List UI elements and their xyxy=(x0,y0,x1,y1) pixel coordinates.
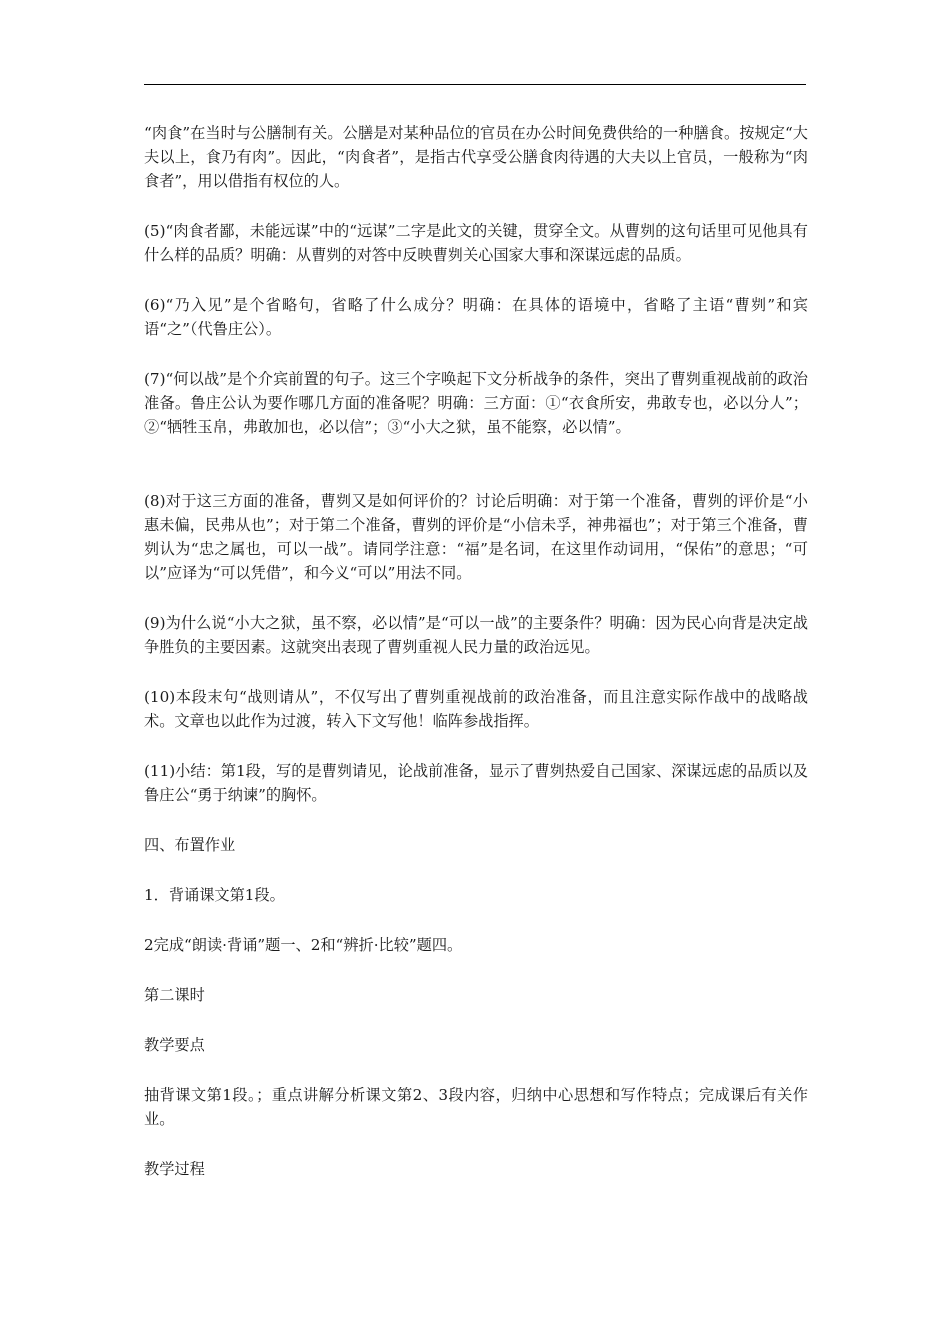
section-heading-homework: 四、布置作业 xyxy=(144,836,236,854)
teaching-points-text: 抽背课文第1段。；重点讲解分析课文第2、3段内容，归纳中心思想和写作特点；完成课后有关作业。 xyxy=(144,1086,808,1128)
teaching-process-heading: 教学过程 xyxy=(144,1160,205,1178)
document-body xyxy=(144,121,808,1207)
paragraph-question-9: (9)为什么说“小大之狱，虽不察，必以情”是“可以一战”的主要条件？明确：因为民心向背是决定战争胜负的主要因素。这就突出表现了曹刿重视人民力量的政治远见。 xyxy=(144,614,808,656)
paragraph-question-7: (7)“何以战”是个介宾前置的句子。这三个字唤起下文分析战争的条件，突出了曹刿重视战前的政治准备。鲁庄公认为要作哪几方面的准备呢？明确：三方面：①“衣食所安，弗敢专也，必以分人”；②“牺牲玉帛，弗敢加也，必以信”；③“小大之狱，虽不能察，必以情”。 xyxy=(144,370,808,436)
paragraph-question-8: (8)对于这三方面的准备，曹刿又是如何评价的？讨论后明确：对于第一个准备，曹刿的评价是“小惠未偏，民弗从也”；对于第二个准备，曹刿的评价是“小信未孚，神弗福也”；对于第三个准备，曹刿认为“忠之属也，可以一战”。请同学注意：“福”是名词，在这里作动词用，“保佑”的意思；“可以”应译为“可以凭借”，和今义“可以”用法不同。 xyxy=(144,492,808,582)
paragraph-question-10: (10)本段末句“战则请从”，不仅写出了曹刿重视战前的政治准备，而且注意实际作战中的战略战术。文章也以此作为过渡，转入下文写他！临阵参战指挥。 xyxy=(144,688,808,730)
homework-item-1: 1．背诵课文第1段。 xyxy=(144,886,285,904)
paragraph-question-6: (6)“乃入见”是个省略句，省略了什么成分？明确：在具体的语境中，省略了主语“曹刿”和宾语“之”（代鲁庄公）。 xyxy=(144,296,808,338)
lesson-heading-second-period: 第二课时 xyxy=(144,986,205,1004)
paragraph-rouShi-note: “肉食”在当时与公膳制有关。公膳是对某种品位的官员在办公时间免费供给的一种膳食。按规定“大夫以上，食乃有肉”。因此，“肉食者”，是指古代享受公膳食肉待遇的大夫以上官员，一般称为“肉食者”，用以借指有权位的人。 xyxy=(144,124,808,190)
header-rule xyxy=(144,84,806,85)
teaching-points-heading: 教学要点 xyxy=(144,1036,205,1054)
paragraph-summary-11: (11)小结：第1段，写的是曹刿请见，论战前准备，显示了曹刿热爱自己国家、深谋远虑的品质以及鲁庄公“勇于纳谏”的胸怀。 xyxy=(144,762,808,804)
homework-item-2: 2完成“朗读·背诵”题一、2和“辨折·比较”题四。 xyxy=(144,936,463,954)
paragraph-question-5: (5)“肉食者鄙，未能远谋”中的“远谋”二字是此文的关键，贯穿全文。从曹刿的这句话里可见他具有什么样的品质？明确：从曹刿的对答中反映曹刿关心国家大事和深谋远虑的品质。 xyxy=(144,222,808,264)
